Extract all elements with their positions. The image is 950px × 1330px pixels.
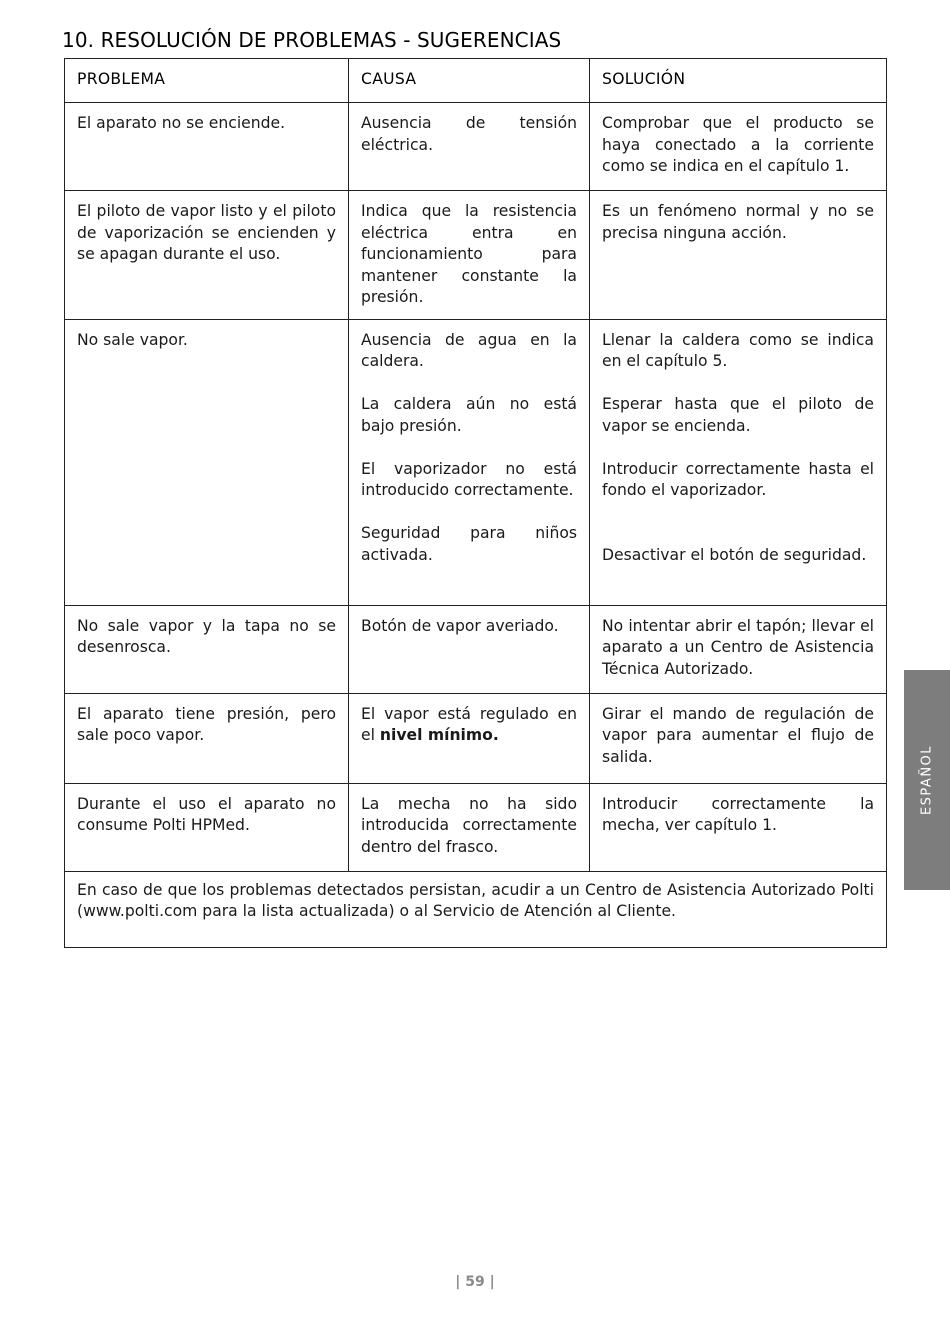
solution-cell	[590, 103, 887, 191]
table-row	[65, 191, 887, 320]
solution-text: Girar el mando de regulación de vapor para aumentar el flujo de salida.	[602, 704, 874, 766]
solution-text: Comprobar que el producto se haya conectado a la corriente como se indica en el capítulo 1.	[602, 114, 874, 175]
header-cause: CAUSA	[349, 59, 590, 103]
language-side-tab	[904, 670, 950, 890]
cause-text: Seguridad para niños activada.	[361, 524, 577, 564]
table-row	[65, 693, 887, 783]
cause-emphasis: nivel mínimo.	[379, 726, 499, 744]
table-note: En caso de que los problemas detectados persistan, acudir a un Centro de Asistencia Autorizado Polti (www.polti.com para la lista actualizada) o al Servicio de Atención al Cliente.	[65, 871, 887, 947]
solution-text: Esperar hasta que el piloto de vapor se encienda.	[602, 395, 874, 435]
table-row	[65, 319, 887, 605]
solution-text: No intentar abrir el tapón; llevar el aparato a un Centro de Asistencia Técnica Autorizado.	[602, 616, 874, 678]
problem-cell: No sale vapor.	[65, 319, 349, 605]
solution-text: Llenar la caldera como se indica en el capítulo 5.	[602, 330, 874, 370]
cause-text: Indica que la resistencia eléctrica entra en funcionamiento para mantener constante la presión.	[361, 202, 577, 306]
table-row	[65, 783, 887, 871]
troubleshooting-table	[64, 58, 887, 948]
cause-cell	[349, 103, 590, 191]
language-label: ESPAÑOL	[919, 744, 935, 816]
solution-cell	[590, 693, 887, 783]
cause-text: Botón de vapor averiado.	[361, 616, 559, 635]
problem-cell: Durante el uso el aparato no consume Polti HPMed.	[65, 783, 349, 871]
solution-text: Es un fenómeno normal y no se precisa ninguna acción.	[602, 202, 874, 242]
cause-text: La caldera aún no está bajo presión.	[361, 395, 577, 435]
cause-text: El vaporizador no está introducido correctamente.	[361, 459, 577, 499]
solution-cell	[590, 605, 887, 693]
cause-text: Ausencia de agua en la caldera.	[361, 330, 577, 370]
table-row	[65, 605, 887, 693]
problem-cell: No sale vapor y la tapa no se desenrosca.	[65, 605, 349, 693]
solution-cell	[590, 783, 887, 871]
cause-text: Ausencia de tensión eléctrica.	[361, 114, 577, 154]
problem-cell: El aparato no se enciende.	[65, 103, 349, 191]
problem-cell: El piloto de vapor listo y el piloto de vaporización se encienden y se apagan durante el uso.	[65, 191, 349, 320]
problem-cell: El aparato tiene presión, pero sale poco vapor.	[65, 693, 349, 783]
page-title: 10. RESOLUCIÓN DE PROBLEMAS - SUGERENCIAS	[62, 28, 562, 52]
solution-cell	[590, 191, 887, 320]
header-solution: SOLUCIÓN	[590, 59, 887, 103]
cause-cell	[349, 319, 590, 605]
cause-cell	[349, 783, 590, 871]
solution-text: Introducir correctamente la mecha, ver capítulo 1.	[602, 794, 874, 834]
solution-text: Desactivar el botón de seguridad.	[602, 545, 867, 564]
cause-text: La mecha no ha sido introducida correctamente dentro del frasco.	[361, 794, 577, 856]
solution-cell	[590, 319, 887, 605]
page-number: | 59 |	[455, 1274, 495, 1290]
cause-cell	[349, 191, 590, 320]
cause-text: El vapor está regulado en el	[361, 704, 577, 744]
table-header-row	[65, 59, 887, 103]
table-row	[65, 103, 887, 191]
cause-cell	[349, 693, 590, 783]
solution-text: Introducir correctamente hasta el fondo el vaporizador.	[602, 459, 874, 499]
table-note-row	[65, 871, 887, 947]
header-problem: PROBLEMA	[65, 59, 349, 103]
cause-cell	[349, 605, 590, 693]
